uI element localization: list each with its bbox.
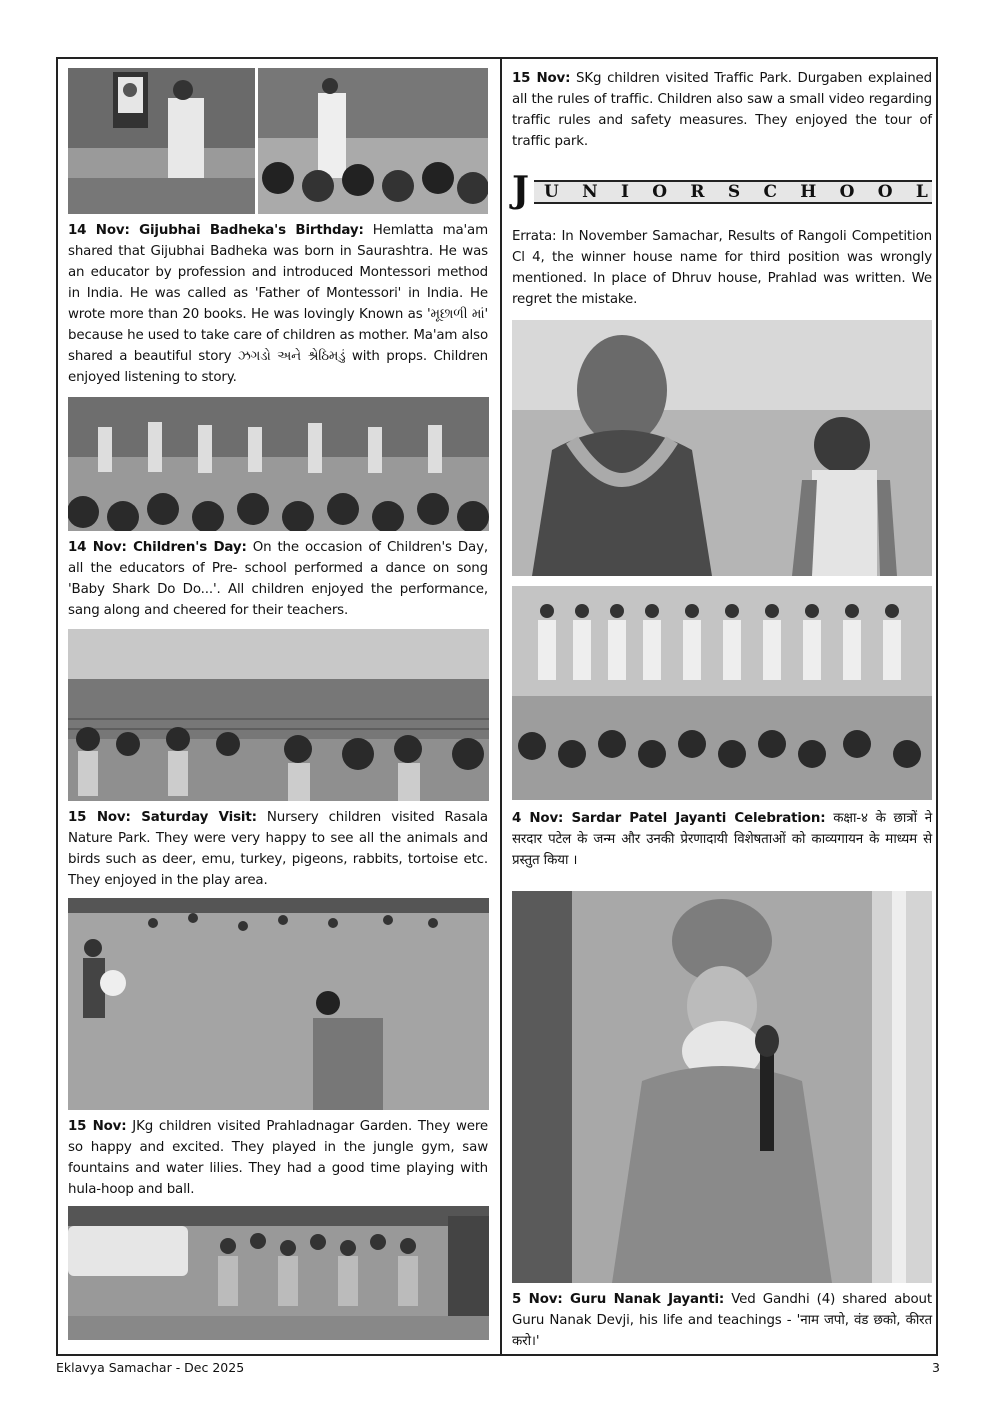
article-body: Hemlatta ma'am shared that Gijubhai Badheka was born in Saurashtra. He was an educator by profession and introduced Montessori method in India. He was called as 'Father of Montessori' in India. He wrote more than 20 books. He was lovingly Known as 'મૂછાળી માં' because he used to take care of children as mother. Ma'am also shared a beautiful story ઝગડો અને શ્રેઠિમડું with props. Children enjoyed listening to story. <box>68 223 489 385</box>
photo-rasala-nature-park <box>68 629 489 801</box>
banner-bar <box>534 180 932 204</box>
banner-letter: C <box>763 182 777 202</box>
article-body: कक्षा-४ के छात्रों ने सरदार पटेल के जन्म और उनकी प्रेरणादायी विशेषताओं को काव्यगायन के माध्यम से प्रस्तुत किया । <box>512 811 933 868</box>
article-heading: 15 Nov: <box>68 1119 127 1134</box>
article-heading: 14 Nov: Children's Day: <box>68 540 247 555</box>
article-body: JKg children visited Prahladnagar Garden. They were so happy and excited. They played in the jungle gym, saw fountains and water lilies. They had a good time playing with hula-hoop and ball. <box>68 1119 488 1197</box>
photo-gijubhai-story <box>258 68 488 214</box>
photo-prahladnagar-garden <box>68 898 489 1110</box>
footer-publication-title: Eklavya Samachar - Dec 2025 <box>56 1360 245 1375</box>
banner-letter: L <box>915 182 928 202</box>
left-column <box>68 68 488 1340</box>
banner-letter: U <box>544 182 559 202</box>
photo-sardar-patel-students <box>512 586 932 800</box>
article-childrens-day <box>68 537 488 621</box>
article-jkg-garden <box>68 1116 488 1200</box>
article-heading: 5 Nov: Guru Nanak Jayanti: <box>512 1292 725 1307</box>
banner-initial: J <box>512 169 530 211</box>
article-sardar-patel-jayanti <box>512 808 932 871</box>
photo-gijubhai-portrait <box>68 68 255 214</box>
article-gijubhai-birthday <box>68 220 488 388</box>
column-divider <box>500 57 502 1356</box>
banner-letter: S <box>727 182 741 202</box>
photo-guru-nanak-jayanti <box>512 891 932 1283</box>
article-body: Ved Gandhi (4) shared about Guru Nanak Devji, his life and teachings - 'नाम जपो, वंड छको, कीरत करो।' <box>512 1292 932 1349</box>
article-body: SKg children visited Traffic Park. Durgaben explained all the rules of traffic. Children also saw a small video regarding traffic rules and safety measures. They enjoyed the tour of traffic park. <box>512 71 932 149</box>
article-guru-nanak-jayanti <box>512 1289 932 1352</box>
errata-notice: Errata: In November Samachar, Results of Rangoli Competition Cl 4, the winner house name for third position was wrongly mentioned. In place of Dhruv house, Prahlad was written. We regret the mistake. <box>512 229 932 307</box>
banner-letter: R <box>690 182 705 202</box>
banner-letter: H <box>800 182 817 202</box>
banner-letter: I <box>621 182 629 202</box>
article-heading: 15 Nov: <box>512 71 571 86</box>
article-skg-traffic-park <box>512 68 932 152</box>
article-heading: 4 Nov: Sardar Patel Jayanti Celebration: <box>512 811 826 826</box>
article-saturday-visit <box>68 807 488 891</box>
article-body: On the occasion of Children's Day, all the educators of Pre- school performed a dance on song 'Baby Shark Do Do...'. All children enjoyed the performance, sang along and cheered for their teachers. <box>68 540 488 618</box>
article-heading: 14 Nov: Gijubhai Badheka's Birthday: <box>68 223 364 238</box>
photo-sardar-patel-bust <box>512 320 932 576</box>
right-column <box>512 68 932 1352</box>
banner-letter: O <box>652 182 668 202</box>
photo-childrens-day-dance <box>68 397 489 531</box>
photo-garden-group <box>68 1206 489 1340</box>
banner-letter: O <box>839 182 855 202</box>
footer-page-number: 3 <box>932 1360 940 1375</box>
section-banner-junior-school <box>512 169 932 211</box>
banner-letter: N <box>582 182 598 202</box>
article-heading: 15 Nov: Saturday Visit: <box>68 810 257 825</box>
article-body: Nursery children visited Rasala Nature Park. They were very happy to see all the animals and birds such as deer, emu, turkey, pigeons, rabbits, tortoise etc. They enjoyed in the play area. <box>68 810 488 888</box>
photo-row-gijubhai <box>68 68 488 214</box>
banner-letter: O <box>877 182 893 202</box>
